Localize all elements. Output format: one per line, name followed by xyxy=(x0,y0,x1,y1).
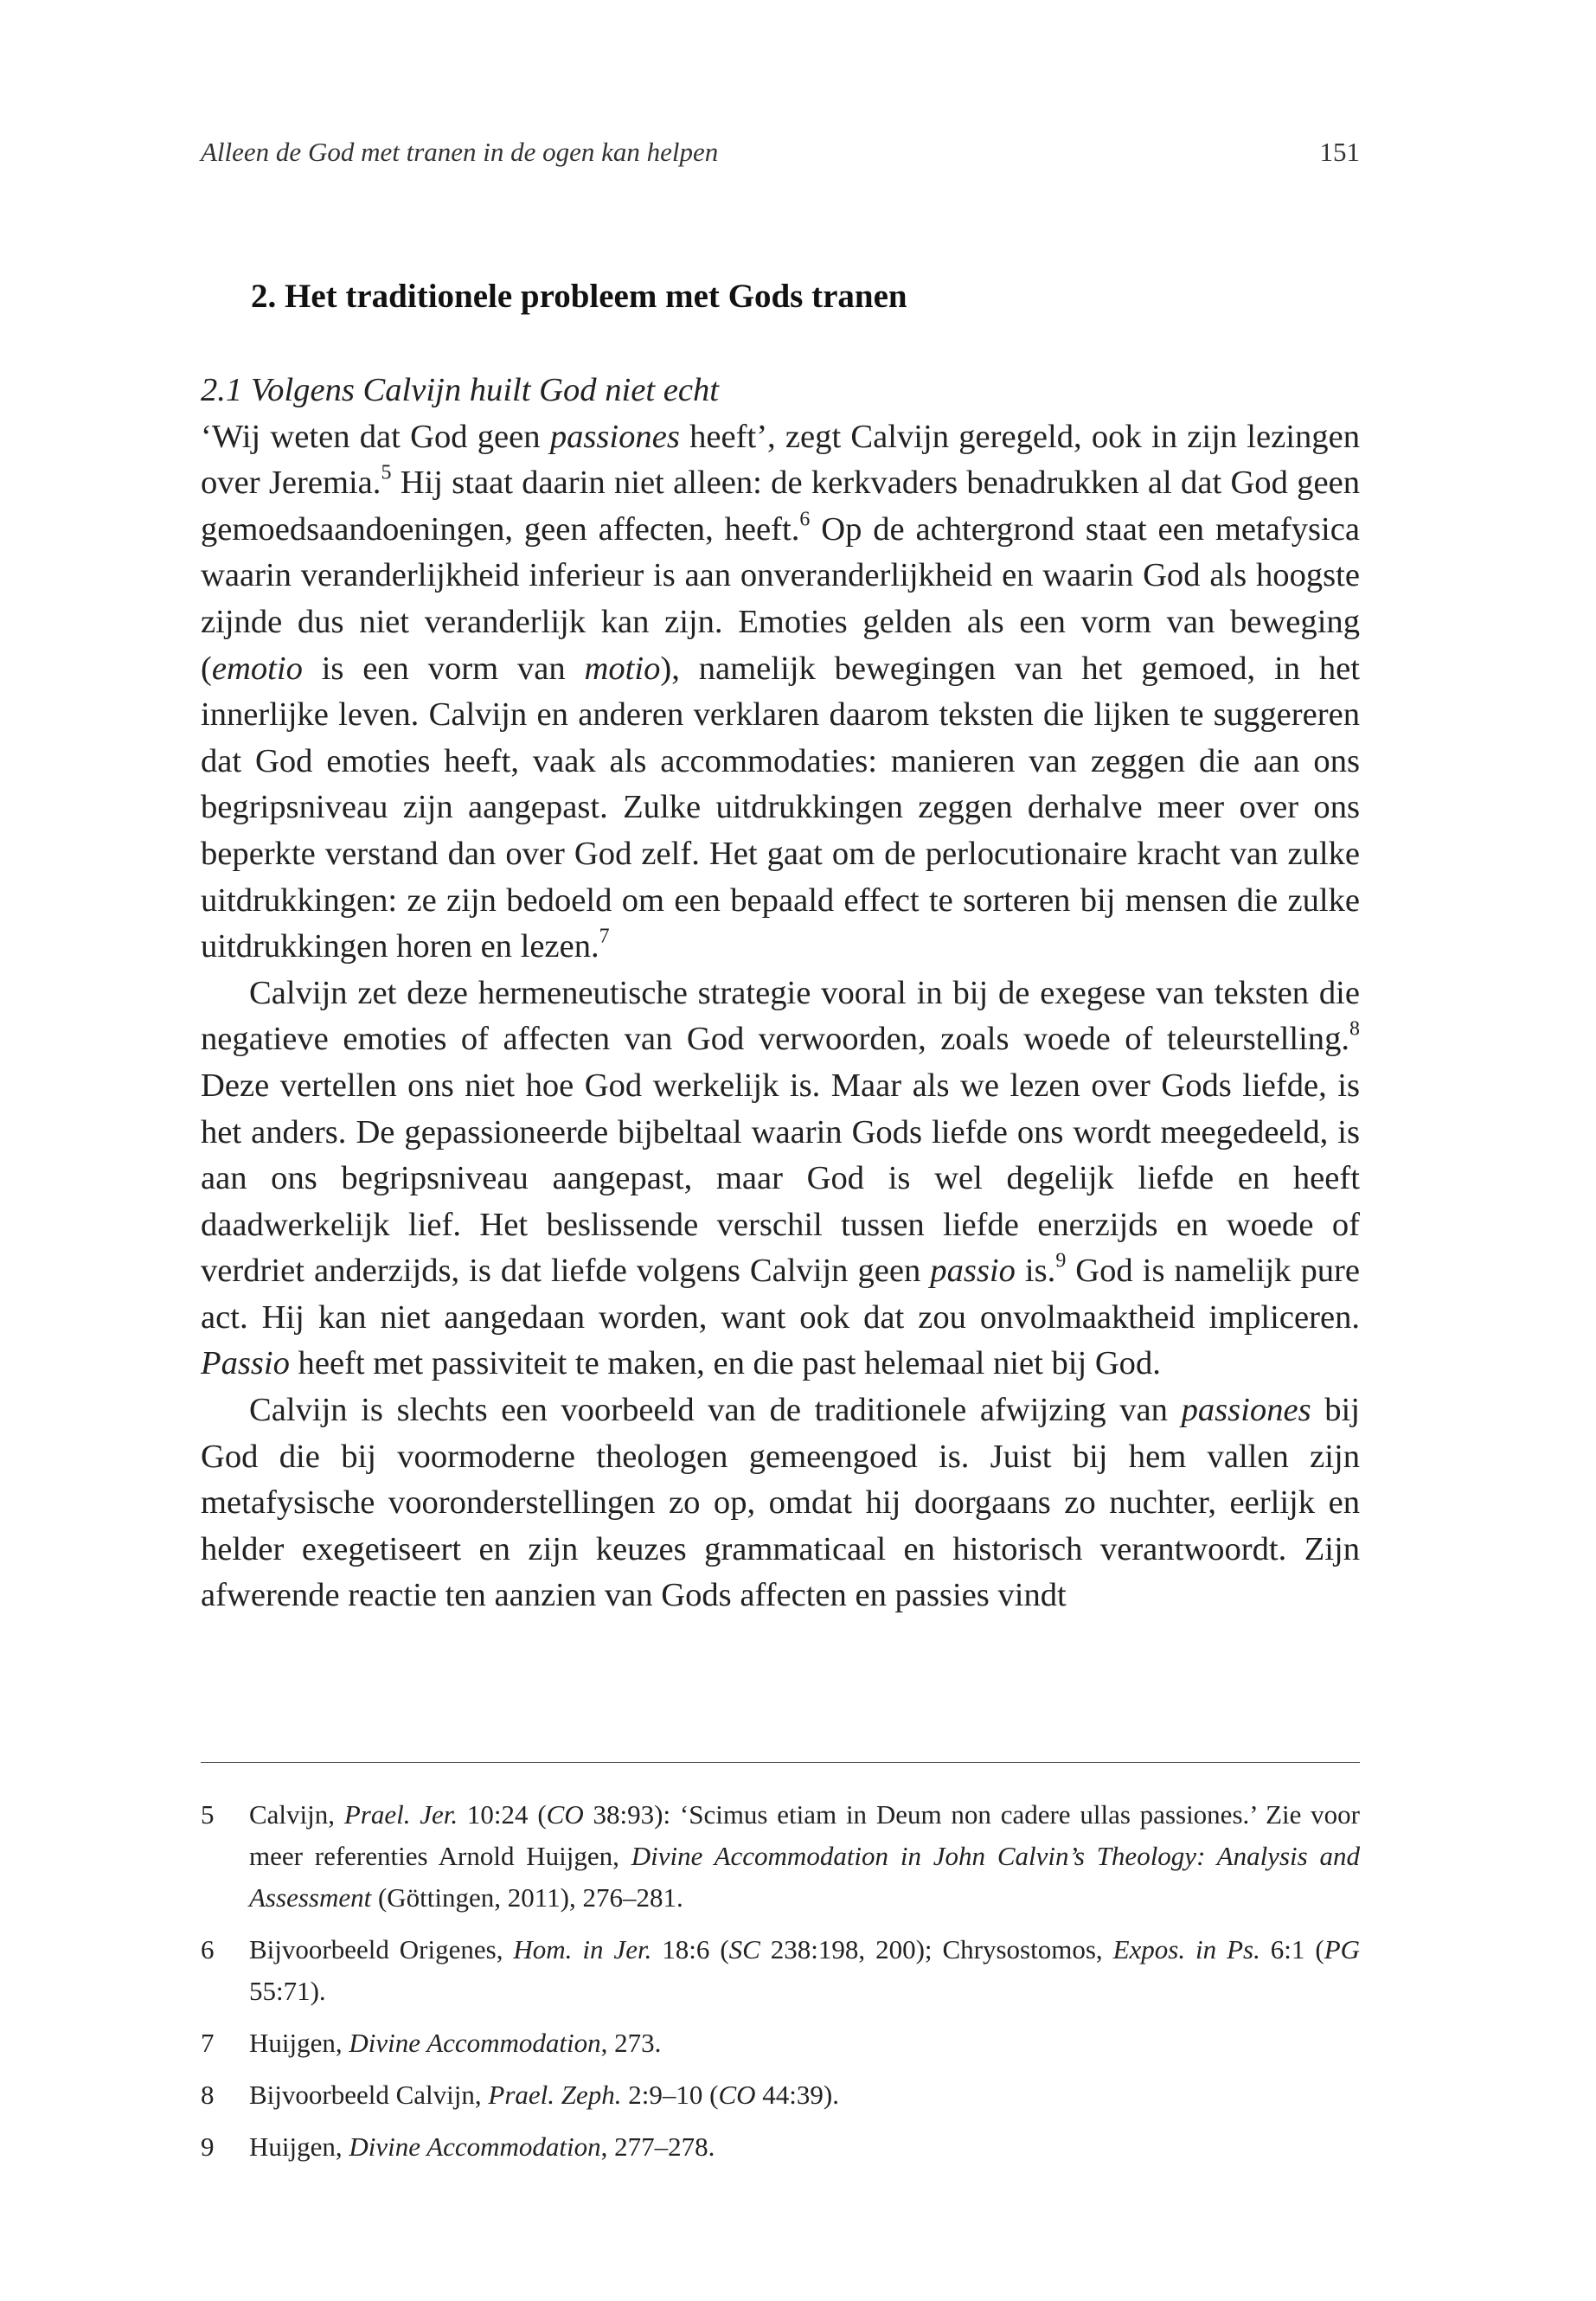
italic-text: Hom. in Jer. xyxy=(513,1934,652,1965)
text-run: Op de achtergrond staat een metafysica waarin veranderlijkheid inferieur is aan onveranderlijkheid en waarin God als hoogste zijnde dus niet veranderlijk kan zijn. Emoties gelden als een vorm van beweging ( xyxy=(201,510,1360,687)
text-run: Calvijn, xyxy=(249,1799,344,1830)
footnote-ref[interactable]: 8 xyxy=(1349,1017,1360,1041)
text-run: Calvijn is slechts een voorbeeld van de traditionele afwijzing van xyxy=(249,1392,1182,1429)
paragraph xyxy=(201,1388,1360,1619)
footnote-number: 8 xyxy=(201,2080,215,2110)
text-run: is. xyxy=(1015,1253,1056,1290)
footnote-text xyxy=(249,2131,715,2162)
text-run: , 277–278. xyxy=(600,2131,715,2162)
text-run: ‘Wij weten dat God geen xyxy=(201,418,550,455)
footnote-ref[interactable]: 6 xyxy=(799,508,811,531)
italic-text: Divine Accommodation xyxy=(349,2131,601,2162)
text-run: , 273. xyxy=(600,2028,662,2058)
italic-text: PG xyxy=(1324,1934,1361,1965)
section-title: 2. Het traditionele probleem met Gods tranen xyxy=(251,278,907,315)
text-run: (Göttingen, 2011), 276–281. xyxy=(371,1882,683,1913)
footnote xyxy=(201,2074,1360,2116)
italic-text: CO xyxy=(546,1799,584,1830)
footnote-ref[interactable]: 5 xyxy=(381,461,392,484)
text-run: Bijvoorbeeld Calvijn, xyxy=(249,2080,489,2110)
text-run: Hij staat daarin niet alleen: de kerkvaders benadrukken al dat God geen gemoedsaandoeningen, geen affecten, heeft. xyxy=(201,465,1360,548)
italic-text: passiones xyxy=(549,418,680,455)
italic-text: Passio xyxy=(201,1345,290,1382)
text-run: is een vorm van xyxy=(302,650,585,687)
footnote-ref[interactable]: 7 xyxy=(599,925,610,948)
subsection-title: 2.1 Volgens Calvijn huilt God niet echt xyxy=(201,372,719,408)
footnote xyxy=(201,1794,1360,1919)
italic-text: Expos. in Ps. xyxy=(1112,1934,1260,1965)
text-run: bij God die bij voormoderne theologen gemeengoed is. Juist bij hem vallen zijn metafysische vooronderstellingen zo op, omdat hij doorgaans zo nuchter, eerlijk en helder exegetiseert en zijn keuzes grammaticaal en historisch verantwoordt. Zijn afwerende reactie ten aanzien van Gods affecten en passies vindt xyxy=(201,1392,1360,1614)
body-text xyxy=(201,368,1360,1619)
text-run: heeft met passiviteit te maken, en die past helemaal niet bij God. xyxy=(289,1345,1161,1382)
italic-text: motio xyxy=(584,650,661,687)
footnote-text xyxy=(249,1934,1360,2006)
footnote-separator xyxy=(201,1762,1360,1763)
italic-text: Divine Accommodation xyxy=(349,2028,601,2058)
text-run: 55:71). xyxy=(249,1976,326,2006)
running-head xyxy=(201,137,1360,168)
text-run: 38:93): ‘Scimus etiam in Deum non cadere ullas passiones.’ Zie voor meer referenties Arnold Huijgen, xyxy=(249,1799,1360,1871)
running-head-title: Alleen de God met tranen in de ogen kan helpen xyxy=(201,137,719,167)
text-run: 238:198, 200); Chrysostomos, xyxy=(760,1934,1113,1965)
footnote xyxy=(201,2126,1360,2168)
text-run: 6:1 ( xyxy=(1259,1934,1324,1965)
footnote-text xyxy=(249,2028,661,2058)
text-run: Calvijn zet deze hermeneutische strategie vooral in bij de exegese van teksten die negatieve emoties of affecten van God verwoorden, zoals woede of teleurstelling. xyxy=(201,974,1360,1058)
footnote-text xyxy=(249,1799,1360,1913)
text-run: 2:9–10 ( xyxy=(621,2080,719,2110)
text-run: ), namelijk bewegingen van het gemoed, in het innerlijke leven. Calvijn en anderen verklaren daarom teksten die lijken te suggereren dat God emoties heeft, vaak als accommodaties: manieren van zeggen die aan ons begripsniveau zijn aangepast. Zulke uitdrukkingen zeggen derhalve meer over ons beperkte verstand dan over God zelf. Het gaat om de perlocutionaire kracht van zulke uitdrukkingen: ze zijn bedoeld om een bepaald effect te sorteren bij mensen die zulke uitdrukkingen horen en lezen. xyxy=(201,650,1360,965)
footnotes xyxy=(201,1794,1360,2178)
text-run: God is namelijk pure act. Hij kan niet aangedaan worden, want ook dat zou onvolmaaktheid impliceren. xyxy=(201,1253,1361,1336)
footnote xyxy=(201,1929,1360,2012)
footnote-number: 9 xyxy=(201,2131,215,2162)
footnote-number: 7 xyxy=(201,2028,215,2058)
footnote-text xyxy=(249,2080,839,2110)
footnote xyxy=(201,2022,1360,2064)
text-run: Huijgen, xyxy=(249,2028,349,2058)
paragraph xyxy=(201,971,1360,1388)
italic-text: CO xyxy=(718,2080,756,2110)
footnote-number: 5 xyxy=(201,1799,215,1830)
text-run: 44:39). xyxy=(755,2080,839,2110)
italic-text: passiones xyxy=(1181,1392,1311,1429)
italic-text: SC xyxy=(728,1934,760,1965)
footnote-ref[interactable]: 9 xyxy=(1055,1249,1067,1272)
italic-text: passio xyxy=(930,1253,1016,1290)
italic-text: Prael. Jer. xyxy=(343,1799,458,1830)
italic-text: emotio xyxy=(211,650,303,687)
text-run: 18:6 ( xyxy=(651,1934,729,1965)
text-run: Huijgen, xyxy=(249,2131,349,2162)
text-run: heeft’, zegt Calvijn geregeld, ook in zijn lezingen over Jeremia. xyxy=(201,418,1360,502)
italic-text: Divine Accommodation in John Calvin’s Theology: Analysis and Assessment xyxy=(249,1841,1360,1913)
italic-text: Prael. Zeph. xyxy=(488,2080,622,2110)
text-run: Deze vertellen ons niet hoe God werkelijk is. Maar als we lezen over Gods liefde, is het anders. De gepassioneerde bijbeltaal waarin Gods liefde ons wordt meegedeeld, is aan ons begripsniveau aangepast, maar God is wel degelijk liefde en heeft daadwerkelijk lief. Het beslissende verschil tussen liefde enerzijds en woede of verdriet anderzijds, is dat liefde volgens Calvijn geen xyxy=(201,1067,1360,1290)
text-run: 10:24 ( xyxy=(458,1799,547,1830)
footnote-number: 6 xyxy=(201,1934,215,1965)
page-number: 151 xyxy=(1319,137,1360,167)
text-run: Bijvoorbeeld Origenes, xyxy=(249,1934,514,1965)
paragraph xyxy=(201,414,1360,971)
